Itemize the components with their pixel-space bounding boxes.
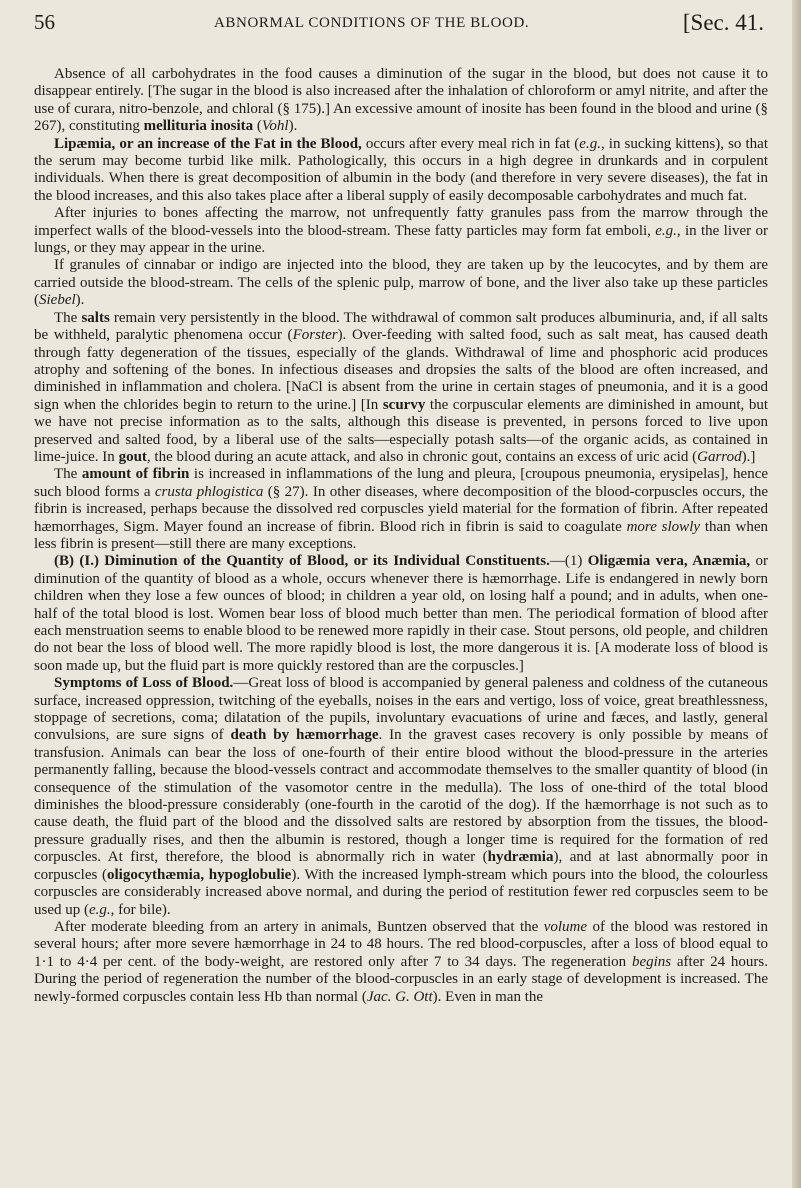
paragraph-lipaemia: [34, 136, 768, 206]
text: After injuries to bones affecting the marrow, not unfrequently fatty granules pass from the marrow through the imperfect walls of the blood-vessels into the blood-stream. These fatty particles may form fat emboli,: [34, 205, 768, 239]
heading: Symptoms of Loss of Blood.: [54, 675, 234, 692]
text: is increased in inflammations of the lung and pleura, [croupous pneumonia, erysipelas], hence such blood forms a: [34, 466, 769, 500]
term: amount of fibrin: [81, 466, 190, 483]
page-body: [34, 66, 768, 1006]
term: oligocythæmia, hypoglobulie: [107, 866, 292, 883]
term: hydræmia: [487, 849, 554, 866]
text: Absence of all carbohydrates in the food causes a diminution of the sugar in the blood, but does not cause it to disappear entirely. [The sugar in the blood is also increased after the inhalation of chloroform or amyl nitrite, and after the use of curara, nitro-benzole, and chloral (§ 175).] An excessive amount of inosite has been found in the blood and urine (§ 267), constituting: [34, 66, 768, 135]
paragraph-sugar: [34, 66, 768, 136]
text: , in sucking kittens), so that the serum may become turbid like milk. Pathologically, this occurs in a high degree in drunkards and in corpulent individuals. When there is great decomposition of albumin in the body (and therefore in very severe diseases), the fat in the blood increases, and this also takes place after a liberal supply of easily decomposable carbohydrates and much fat.: [34, 135, 768, 204]
book-spine-edge: [792, 0, 801, 1188]
text: , for bile).: [110, 901, 171, 918]
text: —Great loss of blood is accompanied by general paleness and coldness of the cutaneous surface, increased oppression, twitching of the eyeballs, noises in the ears and vertigo, loss of voice, great breathlessness, stoppage of secretions, coma; dilatation of the pupils, involuntary evacuations of urine and fæces, and lastly, general convulsions, are sure signs of: [34, 675, 768, 744]
text: of the blood was restored in several hours; after more severe hæmorrhage in 24 to 48 hours. The red blood-corpuscles, after a loss of blood equal to 1·1 to 4·4 per cent. of the body-weight, are restored only after 7 to 34 days. The regeneration: [34, 918, 768, 970]
paragraph-fat-emboli: [34, 205, 768, 257]
text: ). Over-feeding with salted food, such as salt meat, has caused death through fatty degeneration of the tissues, especially of the glands. Withdrawal of lime and phosphoric acid produces atrophy and softening of the bones. In infectious diseases and dropsies the salts of the blood are often increased, and diminished in inflammation and cholera. [NaCl is absent from the urine in certain stages of pneumonia, and it is a good sign when the chlorides begin to return to the urine.] [In: [34, 327, 768, 413]
term: mellituria inosita: [143, 118, 254, 135]
emphasis: e.g.: [89, 901, 111, 918]
running-title: ABNORMAL CONDITIONS OF THE BLOOD.: [214, 15, 530, 31]
text: ).: [75, 292, 85, 309]
text: . In the gravest cases recovery is only possible by means of transfusion. Animals can bear the loss of one-fourth of their entire blood without the blood-pressure in the arteries permanently falling, because the blood-vessels contract and accommodate themselves to the smaller quantity of blood (in consequence of the stimulation of the vasomotor centre in the medulla). The loss of one-third of the total blood diminishes the blood-pressure considerably (one-fourth in the carotid of the dog). If the hæmorrhage is not such as to cause death, the fluid part of the blood and the dissolved salts are restored by absorption from the tissues, the blood-pressure gradually rises, and then the albumin is restored, though a longer time is required for the formation of red corpuscles. At first, therefore, the blood is abnormally rich in water (: [34, 727, 768, 866]
term: Oligæmia vera, Anæmia,: [587, 553, 751, 570]
section-marker: [Sec. 41.: [682, 10, 764, 35]
emphasis: e.g.: [579, 135, 601, 152]
text: occurs after every meal rich in fat (: [361, 135, 580, 152]
citation: Forster: [292, 327, 338, 344]
text: ).]: [741, 448, 756, 465]
term: Lipæmia, or an increase of the Fat in the Blood,: [54, 135, 362, 152]
citation: Siebel: [39, 292, 76, 309]
emphasis: begins: [631, 953, 672, 970]
text: —(1): [549, 553, 588, 570]
text: ), and at last abnormally poor in corpuscles (: [34, 849, 768, 883]
text: After moderate bleeding from an artery in animals, Buntzen observed that the: [54, 918, 544, 935]
text: ).: [288, 118, 298, 135]
text: , in the liver or lungs, or they may appear in the urine.: [34, 222, 768, 257]
emphasis: crusta phlogistica: [154, 483, 264, 500]
text: the corpuscular elements are diminished in amount, but we have not precise information as to the salts, although this disease is prevented, in persons forced to live upon preserved and salted food, by a liberal use of the salts—especially potash salts—of the organic acids, as contained in lime-juice. In: [34, 396, 768, 465]
text: or diminution of the quantity of blood as a whole, occurs whenever there is hæmorrhage. Life is endangered in newly born children when they lose a few ounces of blood; in children a year old, on losing half a pound; and in adults, when one-half of the total blood is lost. Women bear loss of blood much better than men. The periodical formation of blood after each menstruation seems to enable blood to be renewed more rapidly in their case. Stout persons, old people, and children do not bear the loss of blood well. The more rapidly blood is lost, the more dangerous it is. [A moderate loss of blood is soon made up, but the fluid part is more quickly restored than are the corpuscles.]: [34, 553, 769, 674]
page-number: 56: [34, 10, 55, 34]
heading: (B) (I.) Diminution of the Quantity of Blood, or its Individual Constituents.: [54, 553, 550, 570]
emphasis: more slowly: [626, 518, 701, 535]
paragraph-salts: [34, 310, 768, 467]
citation: Garrod: [697, 448, 742, 465]
term: death by hæmorrhage: [230, 727, 379, 744]
text: The: [54, 309, 82, 326]
term: scurvy: [382, 396, 426, 413]
text: , the blood during an acute attack, and also in chronic gout, contains an excess of uric acid (: [146, 448, 698, 465]
paragraph-cinnabar: [34, 257, 768, 309]
paragraph-regeneration: [34, 919, 768, 1006]
text: The: [54, 466, 82, 483]
text: If granules of cinnabar or indigo are injected into the blood, they are taken up by the leucocytes, and by them are carried outside the blood-stream. The cells of the splenic pulp, marrow of bone, and the liver also take up these particles (: [34, 257, 768, 309]
page-header: [34, 10, 764, 46]
paragraph-symptoms: [34, 675, 768, 919]
text: remain very persistently in the blood. The withdrawal of common salt produces albuminuria, and, if all salts be withheld, paralytic phenomena occur (: [34, 309, 768, 344]
text: ). With the increased lymph-stream which pours into the blood, the colourless corpuscles are considerably increased above normal, and during the period of restitution fewer red corpuscles seem to be used up (: [34, 866, 768, 918]
text: than when less fibrin is present—still there are many exceptions.: [34, 518, 768, 552]
text: (§ 27). In other diseases, where decomposition of the blood-corpuscles occurs, the fibrin is increased, perhaps because the dissolved red corpuscles yield material for the formation of fibrin. After repeated hæmorrhages, Sigm. Mayer found an increase of fibrin. Blood rich in fibrin is said to coagulate: [34, 483, 768, 535]
emphasis: volume: [543, 918, 588, 935]
citation: Jac. G. Ott: [366, 988, 433, 1005]
paragraph-fibrin: [34, 466, 768, 553]
citation: Vohl: [261, 118, 289, 135]
term: salts: [81, 309, 110, 326]
term: gout: [118, 448, 147, 465]
emphasis: e.g.: [655, 222, 677, 239]
text: (: [253, 118, 262, 135]
paragraph-oligaemia: [34, 553, 768, 675]
text: after 24 hours. During the period of regeneration the number of the blood-corpuscles in an early stage of development is increased. The newly-formed corpuscles contain less Hb than normal (: [34, 953, 768, 1005]
text: ). Even in man the: [432, 988, 544, 1005]
